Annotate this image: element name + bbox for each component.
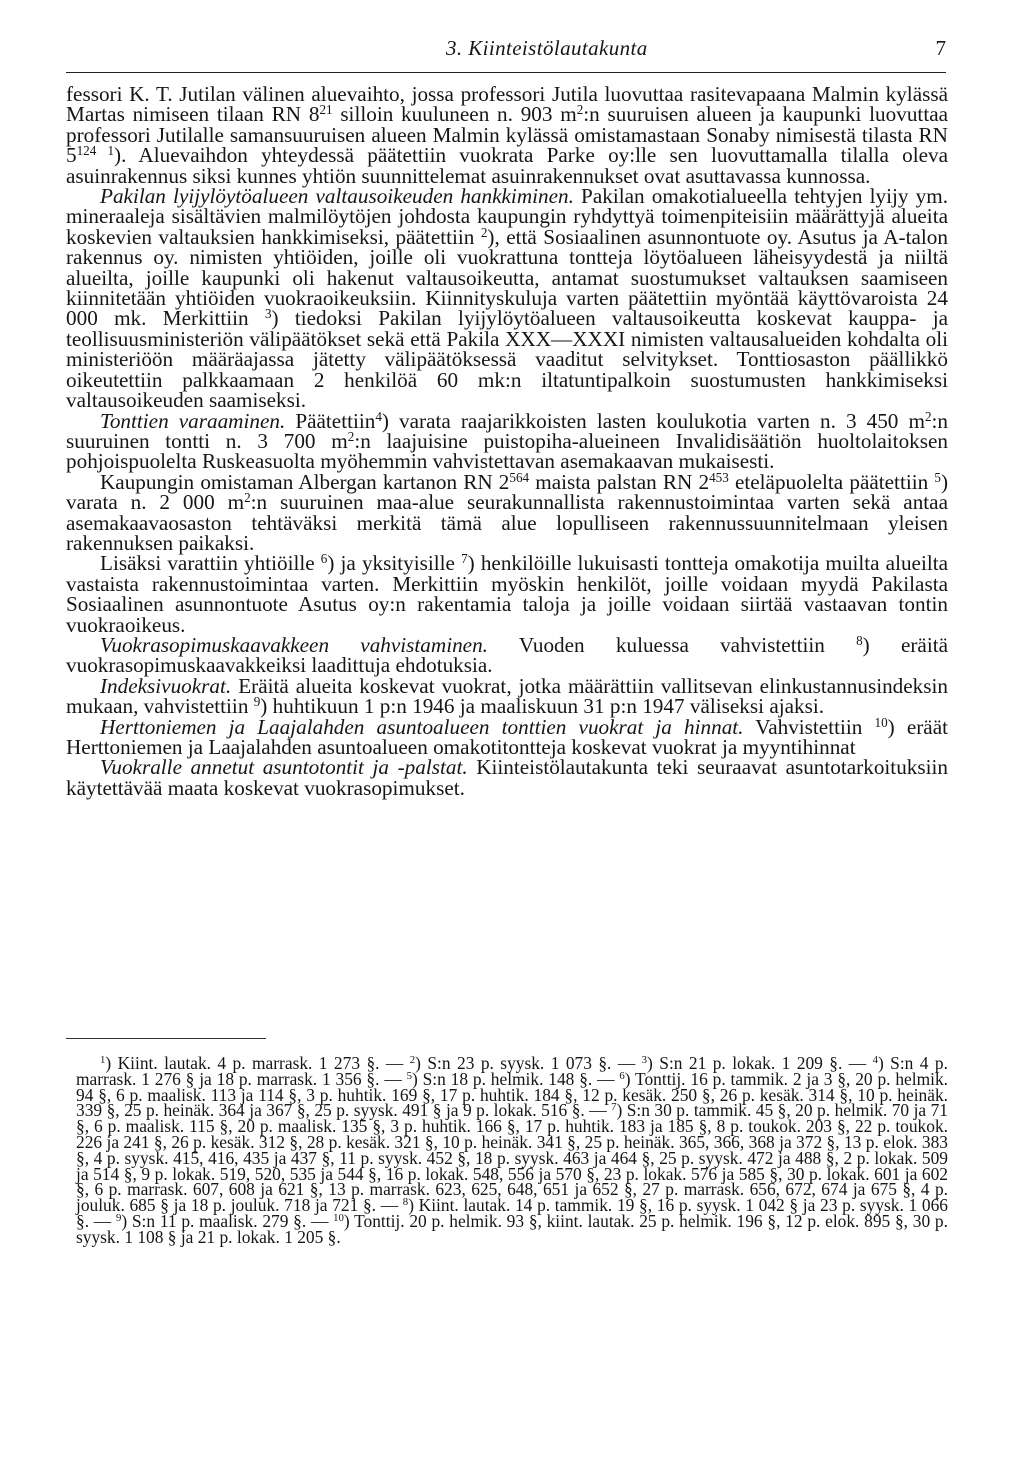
paragraph-vuokrasopimus: Vuokrasopimuskaavakkeen vahvistaminen. Vuoden kuluessa vahvistettiin $^8$) eräitä vuokrasopimuskaavakkeiksi laadittuja ehdotuksia.	[66, 632, 948, 678]
footnote-divider	[66, 1038, 266, 1039]
section-heading: Indeksivuokrat.	[100, 673, 232, 698]
footnotes	[76, 1053, 948, 1247]
paragraph-indeksivuokrat: Indeksivuokrat. Eräitä alueita koskevat vuokrat, jotka määrättiin vallitsevan elinkustannusindeksin mukaan, vahvistettiin $^9$) huhtikuun 1 p:n 1946 ja maaliskuun 31 p:n 1947 väliseksi ajaksi.	[66, 673, 948, 719]
section-heading: Vuokrasopimuskaavakkeen vahvistaminen.	[100, 632, 488, 657]
section-heading: Tonttien varaaminen.	[100, 408, 286, 433]
running-title: 3. Kiinteistölautakunta	[446, 36, 648, 60]
paragraph-aluevaihto: fessori K. T. Jutilan välinen aluevaihto, jossa professori Jutila luovuttaa rasitevapaana Malmin kylässä Martas nimiseen tilaan RN $8^{21}$ silloin kuuluneen n. 903 $m^2:n$ suuruisen alueen ja kaupunki luovuttaa professori Jutilalle samansuuruisen alueen Malmin kylässä omistamastaan Sonaby nimisestä tilasta RN $5^{124}$ $^1$). Aluevaihdon yhteydessä päätettiin vuokrata Parke oy:lle sen luovuttamalla tilalla oleva asuinrakennus siksi kunnes yhtiön suunnittelemat asuinrakennukset ovat asuttavassa kunnossa.	[66, 82, 949, 188]
section-heading: Pakilan lyijylöytöalueen valtausoikeuden hankkiminen.	[100, 184, 574, 209]
page-number: 7	[935, 36, 946, 60]
body-text	[66, 84, 948, 798]
paragraph-herttoniemi: Herttoniemen ja Laajalahden asuntoalueen tonttien vuokrat ja hinnat. Vahvistettiin $^{10}$) eräät Herttoniemen ja Laajalahden asuntoalueen omakotitontteja koskevat vuokrat ja myyntihinnat	[66, 714, 948, 759]
paragraph-lisaksi: Lisäksi varattiin yhtiöille $^6$) ja yksityisille $^7$) henkilöille lukuisasti tontteja omakotija muilta alueilta vastaista rakennustoimintaa varten. Merkittiin myöskin henkilöt, joille voidaan myydä Pakilasta Sosiaalinen asunnontuote Asutus oy:n rakentamia taloja ja joille voidaan siirtää vastaavan tontin vuokraoikeus.	[66, 551, 949, 637]
section-heading: Vuokralle annetut asuntotontit ja -palstat.	[100, 755, 468, 780]
section-heading: Herttoniemen ja Laajalahden asuntoalueen tonttien vuokrat ja hinnat.	[100, 714, 744, 739]
paragraph-alberga: Kaupungin omistaman Albergan kartanon RN $2^{564}$ maista palstan RN $2^{453}$ eteläpuolelta päätettiin $^5$) varata n. 2 000 $m^2:n$ suuruinen maa-alue seurakunnallista rakennustoimintaa varten sekä antaa asemakaavaosaston tehtäväksi merkitä tämä alue lopulliseen rakennussuunnitelmaan yleisen rakennuksen paikaksi.	[66, 469, 948, 555]
paragraph-asuntotontit: Vuokralle annetut asuntotontit ja -palstat. Kiinteistölautakunta teki seuraavat asuntotarkoituksiin käytettävää maata koskevat vuokrasopimukset.	[66, 755, 948, 800]
footnote-text: $^1$) Kiint. lautak. 4 p. marrask. 1 273 §. — $^2$) S:n 23 p. syysk. 1 073 §. — $^3$) S:n 21 p. lokak. 1 209 §. — $^4$) S:n 4 p. marrask. 1 276 § ja 18 p. marrask. 1 356 §. — $^5$) S:n 18 p. helmik. 148 §. — $^6$) Tonttij. 16 p. tammik. 2 ja 3 §, 20 p. helmik. 94 §, 6 p. maalisk. 113 ja 114 §, 3 p. huhtik. 169 §, 17 p. huhtik. 184 §, 12 p. kesäk. 250 §, 26 p. kesäk. 314 §, 10 p. heinäk. 339 §, 25 p. heinäk. 364 ja 367 §, 25 p. syysk. 491 § ja 9 p. lokak. 516 §. — $^7$) S:n 30 p. tammik. 45 §, 20 p. helmik. 70 ja 71 §, 6 p. maalisk. 115 §, 20 p. maalisk. 135 §, 3 p. huhtik. 166 §, 17 p. huhtik. 183 ja 185 §, 8 p. toukok. 203 §, 22 p. toukok. 226 ja 241 §, 26 p. kesäk. 312 §, 28 p. kesäk. 321 §, 10 p. heinäk. 341 §, 25 p. heinäk. 365, 366, 368 ja 372 §, 13 p. elok. 383 §, 4 p. syysk. 415, 416, 435 ja 437 §, 11 p. syysk. 452 §, 18 p. syysk. 463 ja 464 §, 25 p. syysk. 472 ja 488 §, 2 p. lokak. 509 ja 514 §, 9 p. lokak. 519, 520, 535 ja 544 §, 16 p. lokak. 548, 556 ja 570 §, 23 p. lokak. 576 ja 585 §, 30 p. lokak. 601 ja 602 §, 6 p. marrask. 607, 608 ja 621 §, 13 p. marrask. 623, 625, 648, 651 ja 652 §, 27 p. marrask. 656, 672, 674 ja 675 §, 4 p. jouluk. 685 § ja 18 p. jouluk. 718 ja 721 §. — $^8$) Kiint. lautak. 14 p. tammik. 19 §, 16 p. syysk. 1 042 § ja 23 p. syysk. 1 066 §. — $^9$) S:n 11 p. maalisk. 279 §. — $^{10}$) Tonttij. 20 p. helmik. 93 §, kiint. lautak. 25 p. helmik. 196 §, 12 p. elok. 895 §, 30 p. syysk. 1 108 § ja 21 p. lokak. 1 205 §.	[76, 1053, 948, 1247]
paragraph-tonttien-varaaminen: Tonttien varaaminen. Päätettiin$^4$) varata raajarikkoisten lasten koulukotia varten n. 3 450 $m^2:n$ suuruinen tontti n. 3 700 $m^2:n$ laajuisine puistopiha-alueineen Invalidisäätiön huoltolaitoksen pohjoispuolelta Ruskeasuolta myöhemmin vahvistettavan asemakaavan mukaisesti.	[66, 408, 949, 474]
paragraph-pakila-valtaus: Pakilan lyijylöytöalueen valtausoikeuden hankkiminen. Pakilan omakotialueella tehtyjen lyijy ym. mineraaleja sisältävien malmilöytöjen johdosta kaupungin ryhdyttyä toimenpiteisiin määrättyjä alueita koskevien valtauksien hankkimiseksi, päätettiin $^2$), että Sosiaalinen asunnontuote oy. Asutus ja A-talon rakennus oy. nimisten yhtiöiden, joille oli vuokrattuna tontteja löytöalueen läheisyydestä ja niiltä alueilta, joille kaupunki oli hakenut valtausoikeutta, antamat suostumukset valtauksen saamiseen kiinnitetään yhtiöiden vuokraoikeuksiin. Kiinnityskuluja varten päätettiin myöntää käyttövaroista 24 000 mk. Merkittiin $^3$) tiedoksi Pakilan lyijylöytöalueen valtausoikeutta koskevat kauppa- ja teollisuusministeriön välipäätökset sekä että Pakila XXX—XXXI nimisten valtausalueiden kohdalta oli ministeriöön määräajassa jätetty välipäätöksessä vaaditut selvitykset. Tonttiosaston päällikkö oikeutettiin palkkaamaan 2 henkilöä 60 mk:n iltatuntipalkoin suostumusten hankkimiseksi valtausoikeuden saamiseksi.	[66, 184, 948, 413]
page-header	[66, 36, 946, 73]
